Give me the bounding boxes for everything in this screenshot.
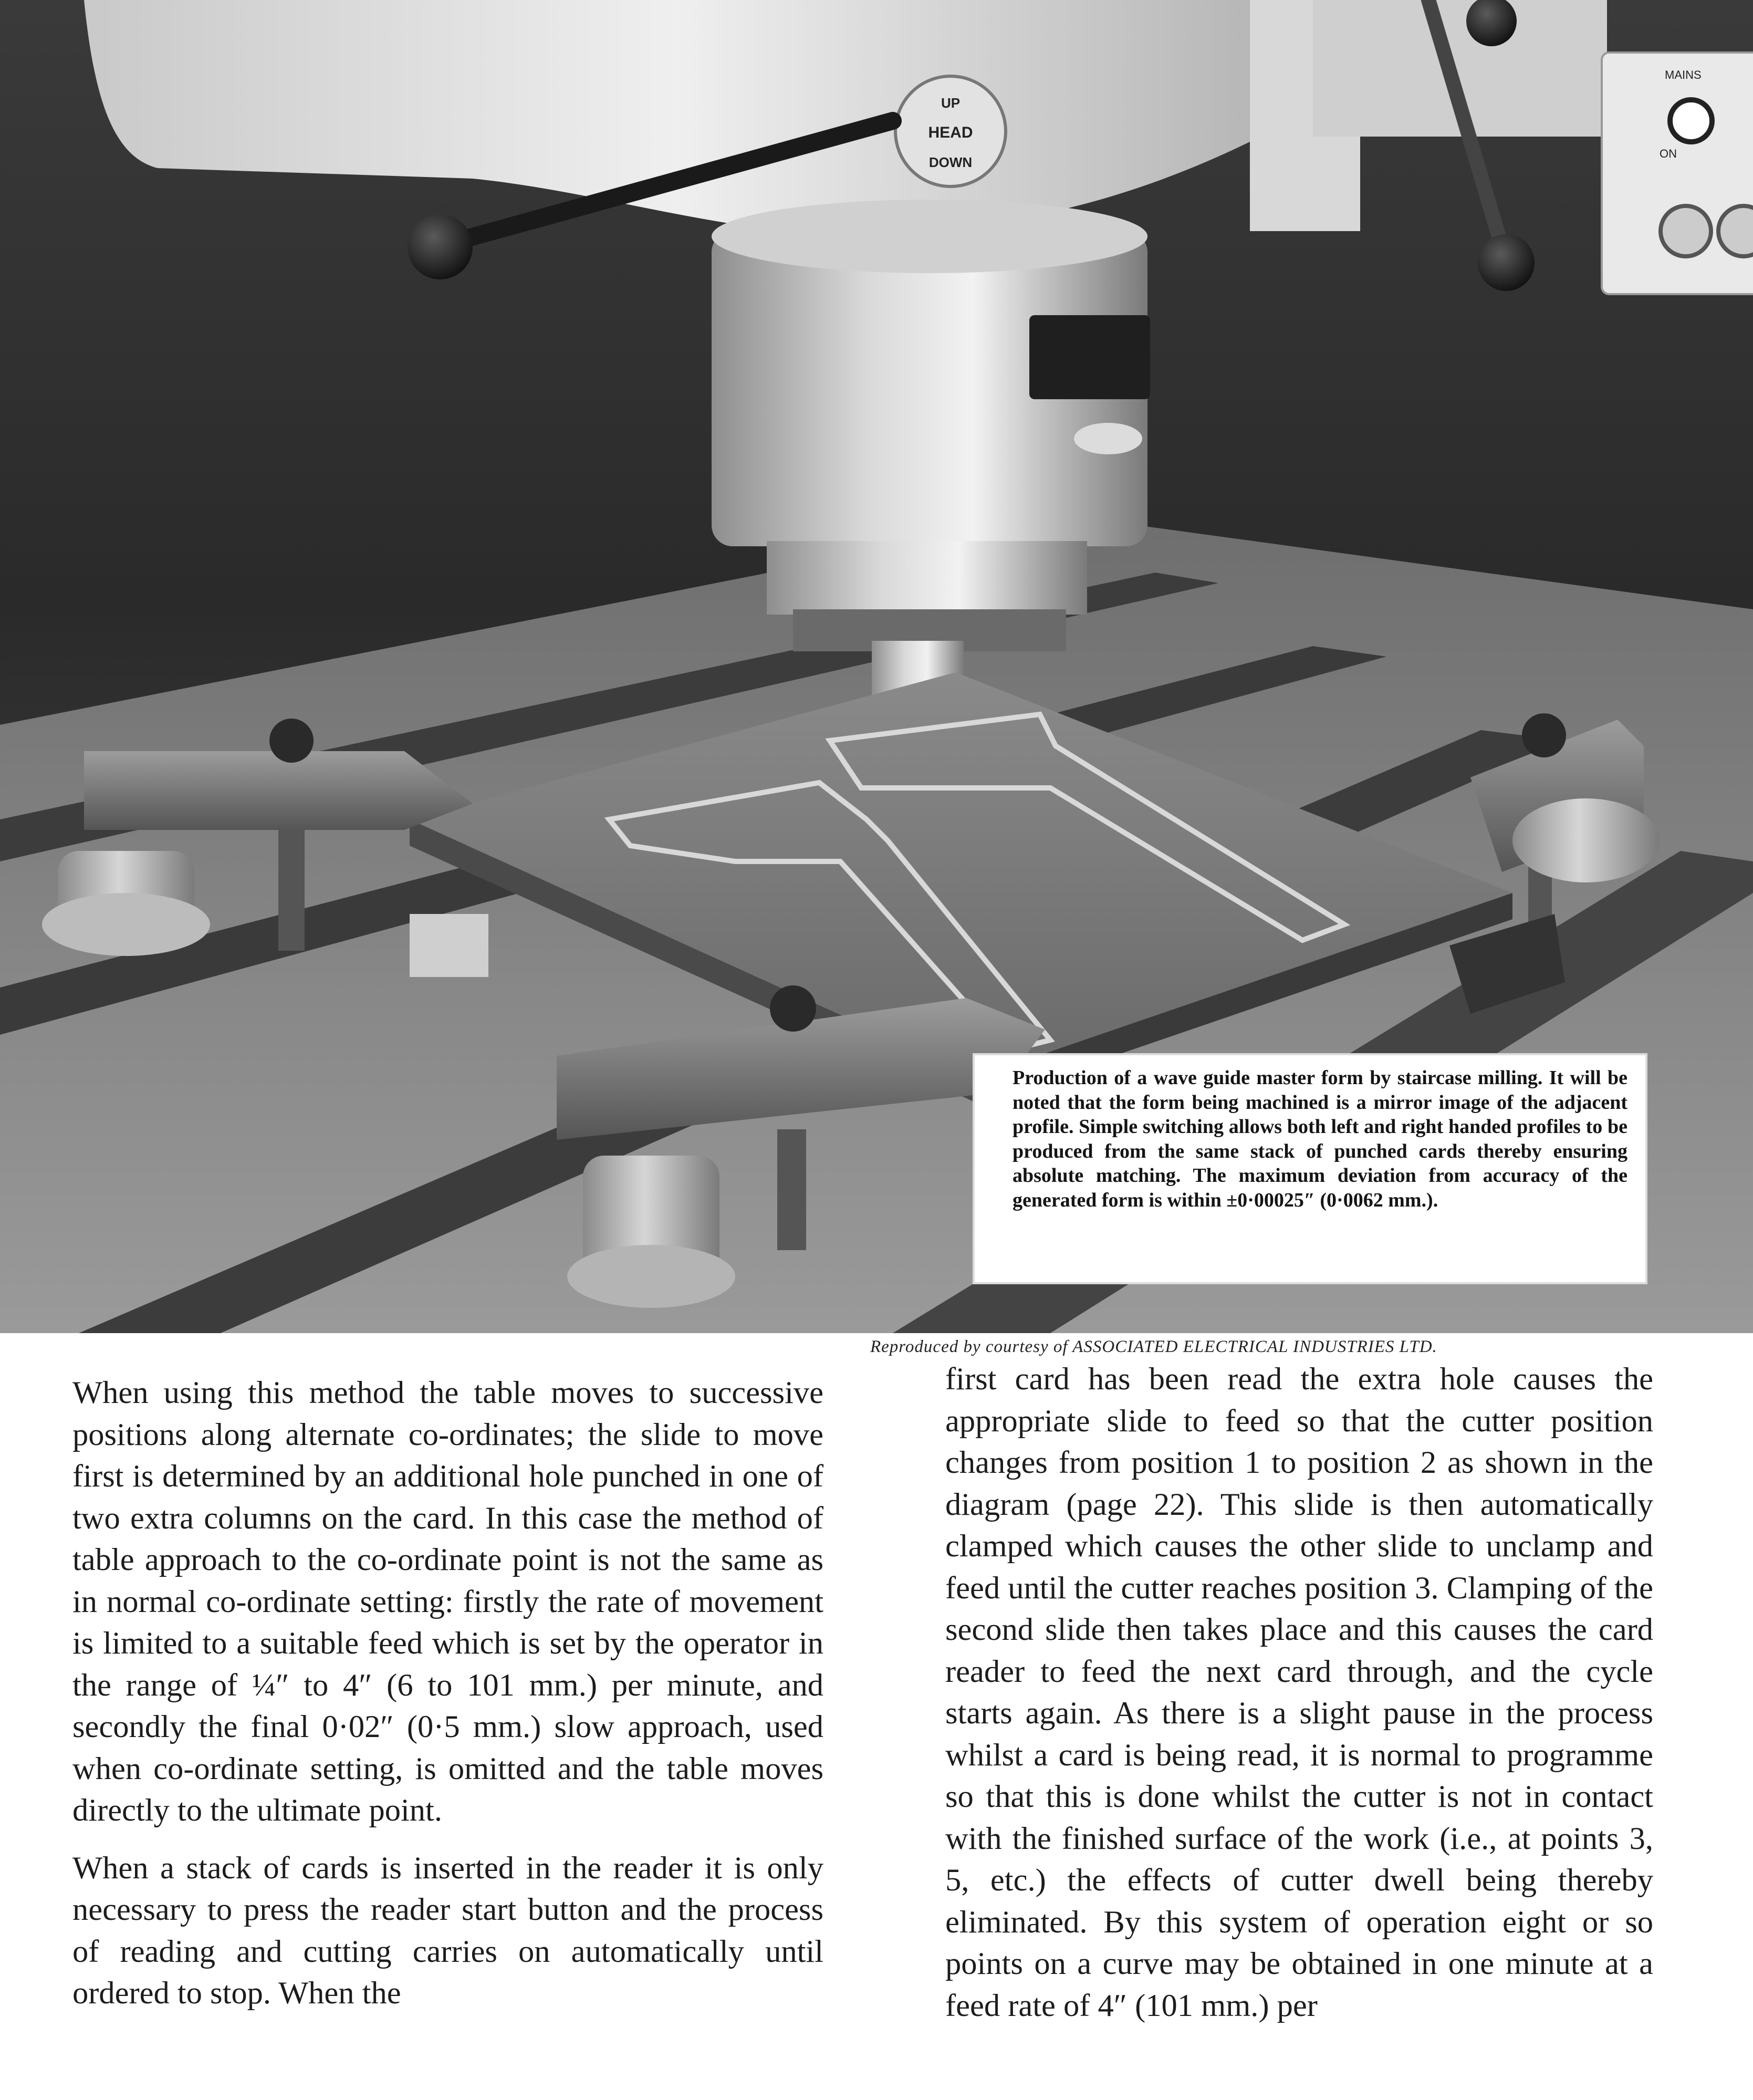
- control-panel: [1602, 53, 1753, 294]
- dial-label-down: DOWN: [928, 154, 973, 170]
- panel-label-on: ON: [1660, 147, 1677, 160]
- dial-label-up: UP: [941, 95, 961, 111]
- photo-caption: Production of a wave guide master form by staircase milling. It will be noted that the form being machined is a mirror image of the adjacent profile. Simple switching allows both left and right handed profiles to be produced from the same stack of punched cards thereby ensuring absolute matching. The maximum deviation from accuracy of the generated form is within ±0·00025″ (0·0062 mm.).: [1013, 1067, 1627, 1211]
- body-column-right: [945, 1358, 1653, 2026]
- body-paragraph: When using this method the table moves to successive positions along alternate co-ordinates; the slide to move first is determined by an additional hole punched in one of two extra columns on the card. In this case the method of table approach to the co-ordinate point is not the same as in normal co-ordinate setting: firstly the rate of movement is limited to a suitable feed which is set by the operator in the range of ¼″ to 4″ (6 to 101 mm.) per minute, and secondly the final 0·02″ (0·5 mm.) slow approach, used when co-ordinate setting, is omitted and the table moves directly to the ultimate point.: [72, 1375, 823, 1828]
- head-dial: [895, 76, 1006, 186]
- panel-label-mains: MAINS: [1665, 68, 1702, 81]
- body-paragraph: first card has been read the extra hole causes the appropriate slide to feed so that the cutter position changes from position 1 to position 2 as shown in the diagram (page 22). This slide is then automatically clamped which causes the other slide to unclamp and feed until the cutter reaches position 3. Clamping of the second slide then takes place and this causes the card reader to feed the next card through, and the cycle starts again. As there is a slight pause in the process whilst a card is being read, it is normal to programme so that this is done whilst the cutter is not in contact with the finished surface of the work (i.e., at points 3, 5, etc.) the effects of cutter dwell being thereby eliminated. By this system of operation eight or so points on a curve may be obtained in one minute at a feed rate of 4″ (101 mm.) per: [945, 1361, 1653, 2023]
- photo-credit: Reproduced by courtesy of ASSOCIATED ELECTRICAL INDUSTRIES LTD.: [870, 1337, 1437, 1356]
- body-column-left: [72, 1372, 823, 2014]
- dial-label-head: HEAD: [928, 124, 973, 141]
- body-paragraph: When a stack of cards is inserted in the reader it is only necessary to press the reader start button and the process of reading and cutting carries on automatically until ordered to stop. When the: [72, 1850, 823, 2011]
- photo-caption-box: [973, 1053, 1647, 1284]
